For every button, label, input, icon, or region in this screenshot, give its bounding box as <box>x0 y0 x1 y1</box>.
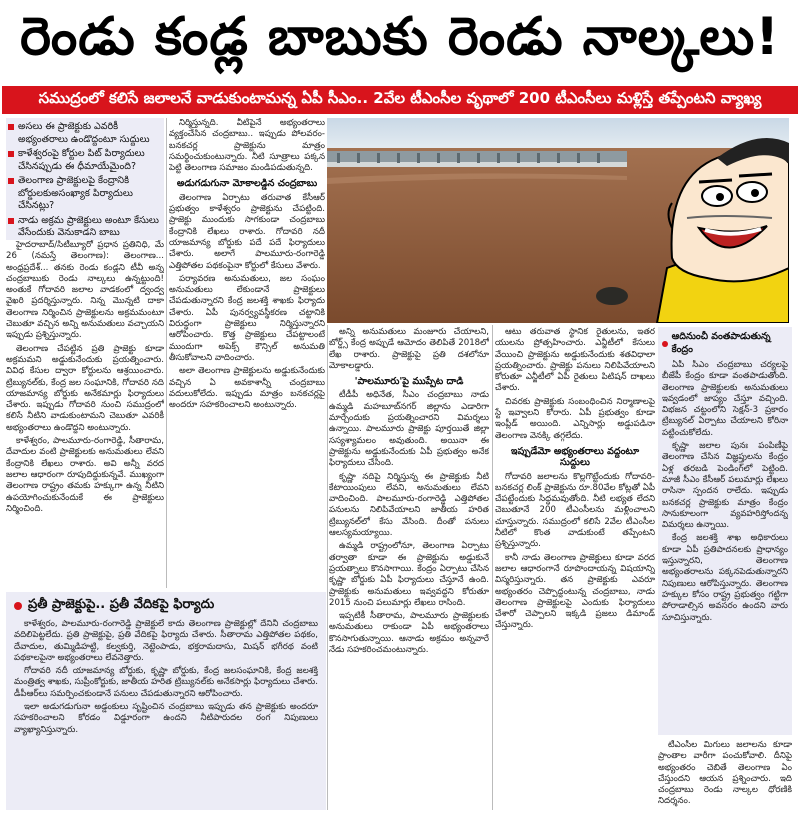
section-subhead: 'పాలమూరు'పై ముప్పేట దాడి <box>354 376 464 388</box>
subheadline-bar: సముద్రంలో కలిసే జలాలనే వాడుకుంటామన్న ఏపీ సీఎం.. 2వేల టీఎంసీల వృథాలో 200 టీఎంసీలు మళ్లిస్తే తప్పేంటని వ్యాఖ్య <box>2 86 798 114</box>
article-column-4 <box>495 327 655 809</box>
paragraph: కృష్ణా నదిపై నిర్మిస్తున్న ఈ ప్రాజెక్టుకు నీటి కేటాయింపులు లేవని, అనుమతులు లేవని వాదించింది. పాలమూరు-రంగారెడ్డి ఎత్తిపోతల పనులను నిలిపివేయాలని జాతీయ హరిత ట్రిబ్యునల్‌లో కేసు వేసింది. దీంతో పనులు ఆలస్యమయ్యాయి. <box>329 471 489 539</box>
paragraph: ఇప్పటికీ సీతారామ, పాలమూరు ప్రాజెక్టులకు అనుమతులు రాకుండా ఏపీ అభ్యంతరాలు కొనసాగుతున్నాయి. ఆనాడు అక్రమం అన్నవారే నేడు సహకరించమంటున్నారు. <box>329 611 489 656</box>
dam-photo-with-cartoon <box>327 118 789 323</box>
section-subhead: అడుగడుగునా మోకాలడ్డిన చంద్రబాబు <box>176 178 318 190</box>
sidebar-box-complaints <box>6 592 326 810</box>
article-column-1 <box>6 240 164 590</box>
paragraph: టీడీపీ అధినేత, సీఎం చంద్రబాబు నాడు ఉమ్మడి మహబూబ్‌నగర్ జిల్లాను ఎడారిగా మార్చేందుకు ప్రయత్నించారని విమర్శలు ఉన్నాయి. పాలమూరు ప్రాజెక్టు పూర్తయితే జిల్లా సస్యశ్యామలం అవుతుంది. అయినా ఈ ప్రాజెక్టును అడ్డుకునేందుకు ఏపీ ప్రభుత్వం అనేక ఫిర్యాదులు చేసింది. <box>329 390 489 469</box>
paragraph: చివరకు ప్రాజెక్టుకు సంబంధించిన నిర్మాణాలపై స్టే ఇవ్వాలని కోరారు. ఏపీ ప్రభుత్వం కూడా ఇంప్లీడ్ అయింది. ఎన్నిసార్లు అడ్డుపడినా తెలంగాణ వెనక్కి తగ్గలేదు. <box>495 396 655 441</box>
paragraph: కానీ నాడు తెలంగాణ ప్రాజెక్టులు కూడా వరద జలాల ఆధారంగానే రూపొందాయన్న విషయాన్ని విస్మరిస్తున్నారు. తన ప్రాజెక్టుకు ఎవరూ అభ్యంతరం చెప్పొద్దంటున్న చంద్రబాబు, నాడు తెలంగాణ ప్రాజెక్టులపై ఎందుకు ఫిర్యాదులు చేశారో చెప్పాలని ఇక్కడి ప్రజలు డిమాండ్ చేస్తున్నారు. <box>495 552 655 631</box>
bullet-square-icon <box>8 124 14 130</box>
paragraph: కృష్ణా జలాల పునః పంపిణీపై తెలంగాణ చేసిన విజ్ఞప్తులను కేంద్రం ఏళ్ల తరబడి పెండింగ్‌లో పెట్టింది. మాజీ సీఎం కేసీఆర్ పలుమార్లు లేఖలు రాసినా స్పందన రాలేదు. ఇప్పుడు బనకచర్ల ప్రాజెక్టుకు మాత్రం కేంద్రం సానుకూలంగా వ్యవహరిస్తోందన్న విమర్శలు ఉన్నాయి. <box>662 441 788 531</box>
article-column-5-end <box>658 740 792 810</box>
barrage-photo-illustration <box>327 118 789 323</box>
paragraph: గోదావరి నదీ యాజమాన్య బోర్డుకు, కృష్ణా బోర్డుకు, కేంద్ర జలసంఘానికి, కేంద్ర జలశక్తి మంత్రిత్వ శాఖకు, సుప్రీంకోర్టుకు, జాతీయ హరిత ట్రిబ్యునల్‌కు అనేకసార్లు ఫిర్యాదులు చేశారు. డీపీఆర్‌లు సమర్పించకుండానే పనులు చేపడుతున్నారని ఆరోపించారు. <box>14 666 318 699</box>
box-body <box>662 360 788 740</box>
highlight-item: కాళేశ్వరంపై కోర్టుల పిట్ పిర్యాదులు చేసినప్పుడు ఈ ధీమాయేమైంది? <box>8 148 164 173</box>
paragraph: తెలంగాణ ఏర్పాటు తరువాత కేసీఆర్ ప్రభుత్వం కాళేశ్వరం ప్రాజెక్టును చేపట్టింది. ప్రాజెక్టు ముందుకు సాగకుండా చంద్రబాబు కేంద్రానికి లేఖలు రాశారు. గోదావరి నదీ యాజమాన్య బోర్డుకు పదే పదే ఫిర్యాదులు చేశారు. అలాగే పాలమూరు-రంగారెడ్డి ఎత్తిపోతల పథకంపైనా కోర్టులో కేసులు వేశారు. <box>169 192 325 271</box>
paragraph: అలా తెలంగాణ ప్రాజెక్టులను అడ్డుకునేందుకు వచ్చిన ఏ అవకాశాన్నీ చంద్రబాబు వదులుకోలేదు. ఇప్పుడు మాత్రం బనకచర్లపై అందరూ సహకరించాలని అంటున్నారు. <box>169 366 325 411</box>
highlight-item: నాడు అక్రమ ప్రాజెక్టులు అంటూ కేసులు వేసేందుకు వెనుకాడని బాబు <box>8 215 164 240</box>
column-divider <box>492 325 493 810</box>
highlight-item: తెలంగాణ ప్రాజెక్టులపై కేంద్రానికి బోర్డులకుఅసంఖ్యాక పిర్యాదులు చేసినట్లు? <box>8 175 164 213</box>
column-divider <box>327 325 328 810</box>
headline: రెండు కండ్ల బాబుకు రెండు నాల్కలు! <box>20 6 780 67</box>
sidebar-box-centre <box>658 327 792 735</box>
box-title: ఆదినుంచీ వంతపాడుతున్న కేంద్రం <box>662 331 788 357</box>
box-body <box>14 619 318 799</box>
paragraph: కాళేశ్వరం, పాలమూరు-రంగారెడ్డి ప్రాజెక్టులే కాదు తెలంగాణ ప్రాజెక్టుల్లో దేనినీ చంద్రబాబు వదిలిపెట్టలేదు. ప్రతి ప్రాజెక్టుపై, ప్రతి వేదికపై ఫిర్యాదు చేశారు. సీతారామ ఎత్తిపోతల పథకం, దేవాదుల, తుమ్మిడిహట్టి, కల్వకుర్తి, నెట్టెంపాడు, భక్తరామదాసు, మిషన్ భగీరథ వంటి పథకాలపైనా అభ్యంతరాలు లేవనెత్తారు. <box>14 619 318 663</box>
paragraph: ఏపీ సీఎం చంద్రబాబు చర్యలపై బీజేపీ కేంద్రం కూడా వంతపాడుతోంది. తెలంగాణ ప్రాజెక్టులకు అనుమతులు ఇవ్వడంలో జాప్యం చేస్తూ వచ్చింది. విభజన చట్టంలోని సెక్షన్-3 ప్రకారం ట్రిబ్యునల్ ఏర్పాటు చేయాలని కోరినా పట్టించుకోలేదు. <box>662 360 788 438</box>
bullet-dot-icon <box>662 341 668 347</box>
paragraph: ఇలా అడుగడుగునా అడ్డంకులు సృష్టించిన చంద్రబాబు ఇప్పుడు తన ప్రాజెక్టుకు అందరూ సహకరించాలని కోరడం విడ్డూరంగా ఉందని నీటిపారుదల రంగ నిపుణులు వ్యాఖ్యానిస్తున్నారు. <box>14 702 318 735</box>
article-column-2 <box>169 118 325 590</box>
paragraph: పర్యావరణ అనుమతులు, జల సంఘం అనుమతులు లేకుండానే ప్రాజెక్టులు చేపడుతున్నారని కేంద్ర జలశక్తి శాఖకు ఫిర్యాదు చేశారు. ఏపీ పునర్వ్యవస్థీకరణ చట్టానికి విరుద్ధంగా ప్రాజెక్టులు నిర్మిస్తున్నారని ఆరోపించారు. కొత్త ప్రాజెక్టులు చేపట్టాలంటే ముందుగా అపెక్స్ కౌన్సిల్ అనుమతి తీసుకోవాలని వాదించారు. <box>169 273 325 363</box>
bullet-square-icon <box>8 218 14 224</box>
bullet-square-icon <box>8 151 14 157</box>
column-divider <box>166 118 167 588</box>
paragraph: టీఎంసీల మిగులు జలాలను కూడా ప్రాంతాల వారీగా పంచుకోవాలి. దీనిపై అభ్యంతరం చెబితే తెలంగాణ ఏం చేస్తుందని ఆయన ప్రశ్నించారు. ఇది చంద్రబాబు రెండు నాల్కల ధోరణికి నిదర్శనం. <box>658 740 792 807</box>
paragraph: గోదావరి జలాలను కొల్లగొట్టేందుకు గోదావరి-బనకచర్ల లింక్ ప్రాజెక్టును రూ.80వేల కోట్లతో ఏపీ చేపట్టేందుకు సిద్ధమవుతోంది. నీటి లభ్యత లేదని చెబుతూనే 200 టీఎంసీలను మళ్లించాలని చూస్తున్నారు. సముద్రంలో కలిసే 2వేల టీఎంసీల నీటిలో కొంత వాడుకుంటే తప్పేంటని ప్రశ్నిస్తున్నారు. <box>495 471 655 550</box>
paragraph: అన్ని అనుమతులు మంజూరు చేయాలని, బోర్డ్స్ కేంద్ర అప్పుడే ఆమోదం తెలిపితే 2018లో లేఖ రాశారు. ప్రాజెక్టుపై ప్రతి దశలోనూ మోకాలడ్డారు. <box>329 327 489 371</box>
paragraph: నిర్మిస్తున్నది. వీటిపైనే అభ్యంతరాలు వ్యక్తంచేసిన చంద్రబాబు.. ఇప్పుడు పోలవరం-బనకచర్ల ప్రాజెక్టును మాత్రం సమర్థించుకుంటున్నారు. నీటి సూత్రాలు పక్కన పెట్టి తెలంగాణ సమాజం మండిపడుతున్నది. <box>169 118 325 174</box>
bullet-dot-icon <box>14 602 22 610</box>
article-column-3 <box>329 327 489 809</box>
bullet-square-icon <box>8 178 14 184</box>
highlight-item: అసలు ఈ ప్రాజెక్టుకు ఎవరికీ అభ్యంతరాలు ఉండొద్దంటూ సుద్దులు <box>8 121 164 146</box>
paragraph: ఆటు తరువాత స్థానిక రైతులను, ఇతర యులను ప్రోత్సహించారు. ఎన్జీటీలో కేసులు వేయించి ప్రాజెక్టును అడ్డుకునేందుకు శతవిధాలా ప్రయత్నించారు. ప్రాజెక్టు పనులు నిలిపివేయాలని కోరుతూ ఎన్జీటీలో ఏపీ రైతులు పిటిషన్ దాఖలు చేశారు. <box>495 327 655 394</box>
paragraph: కేంద్ర జలశక్తి శాఖ అధికారులు కూడా ఏపీ ప్రతిపాదనలకు ప్రాధాన్యం ఇస్తున్నారని, తెలంగాణ అభ్యంతరాలను పక్కనపెడుతున్నారని నిపుణులు ఆరోపిస్తున్నారు. తెలంగాణ హక్కుల కోసం రాష్ట్ర ప్రభుత్వం గట్టిగా పోరాడాల్సిన అవసరం ఉందని వారు సూచిస్తున్నారు. <box>662 533 788 623</box>
paragraph: తెలంగాణ చేపట్టిన ప్రతి ప్రాజెక్టు కూడా అక్రమమని అడ్డుకునేందుకు ప్రయత్నించారు. వివిధ కేసుల ద్వారా కోర్టులను ఆశ్రయించారు. ట్రిబ్యునల్‌కు, కేంద్ర జల సంఘానికి, గోదావరి నది యాజమాన్య బోర్డుకు అనేకమార్లు ఫిర్యాదులు చేశారు. ఇప్పుడు గోదావరి నుంచి సముద్రంలో కలిసే నీటిని వాడుకుంటామని చెబుతూ ఎవరికీ అభ్యంతరాలు ఉండొద్దని అంటున్నారు. <box>6 343 164 433</box>
paragraph: ఉమ్మడి రాష్ట్రంలోనూ, తెలంగాణ ఏర్పాటు తర్వాతా కూడా ఈ ప్రాజెక్టును అడ్డుకునే ప్రయత్నాలు కొనసాగాయి. కేంద్రం ఏర్పాటు చేసిన కృష్ణా బోర్డుకు ఏపీ ఫిర్యాదులు చేస్తూనే ఉంది. ప్రాజెక్టుకు అనుమతులు ఇవ్వవద్దని కోరుతూ 2015 నుంచి పలుమార్లు లేఖలు రాసింది. <box>329 541 489 608</box>
section-subhead: ఇప్పుడేమో అభ్యంతరాలు వద్దంటూ సుద్దులు <box>510 445 640 469</box>
paragraph: హైదరాబాద్/సిటీబ్యూరో ప్రధాన ప్రతినిధి, మే 26 (నమస్తే తెలంగాణ): తెలంగాణ... అంధ్రప్రదేశ్... తనకు రెండు కండ్లని టీవీ అన్న చంద్రబాబుకు రెండు నాల్కలు ఉన్నట్టుంది! అంతుకే గోదావరి జలాల వాడకంలో ద్వంద్వ వైఖరి ప్రదర్శిస్తున్నారు. నిన్న మొన్నటి దాకా తెలంగాణ నిర్మించిన ప్రాజెక్టులను అక్రమమంటూ చెబుతూ వచ్చిన అన్ని అనుమతులు వచ్చాయని ఇప్పుడు ప్రశ్నిస్తున్నారు. <box>6 240 164 341</box>
highlights-box <box>6 118 164 240</box>
paragraph: కాళేశ్వరం, పాలమూరు-రంగారెడ్డి, సీతారామ, దేవాదుల వంటి ప్రాజెక్టులకు అనుమతులు లేవని కేంద్రానికి లేఖలు రాశారు. అవి అన్నీ వరద జలాల ఆధారంగా రూపుదిద్దుకున్నవే. ముఖ్యంగా తెలంగాణ రాష్ట్రం తమకు హక్కుగా ఉన్న నీటిని ఉపయోగించుకునేందుకే ఈ ప్రాజెక్టులు నిర్మించింది. <box>6 436 164 514</box>
box-title: ప్రతీ ప్రాజెక్టుపై.. ప్రతీ వేదికపై ఫిర్యాదు <box>14 597 318 615</box>
